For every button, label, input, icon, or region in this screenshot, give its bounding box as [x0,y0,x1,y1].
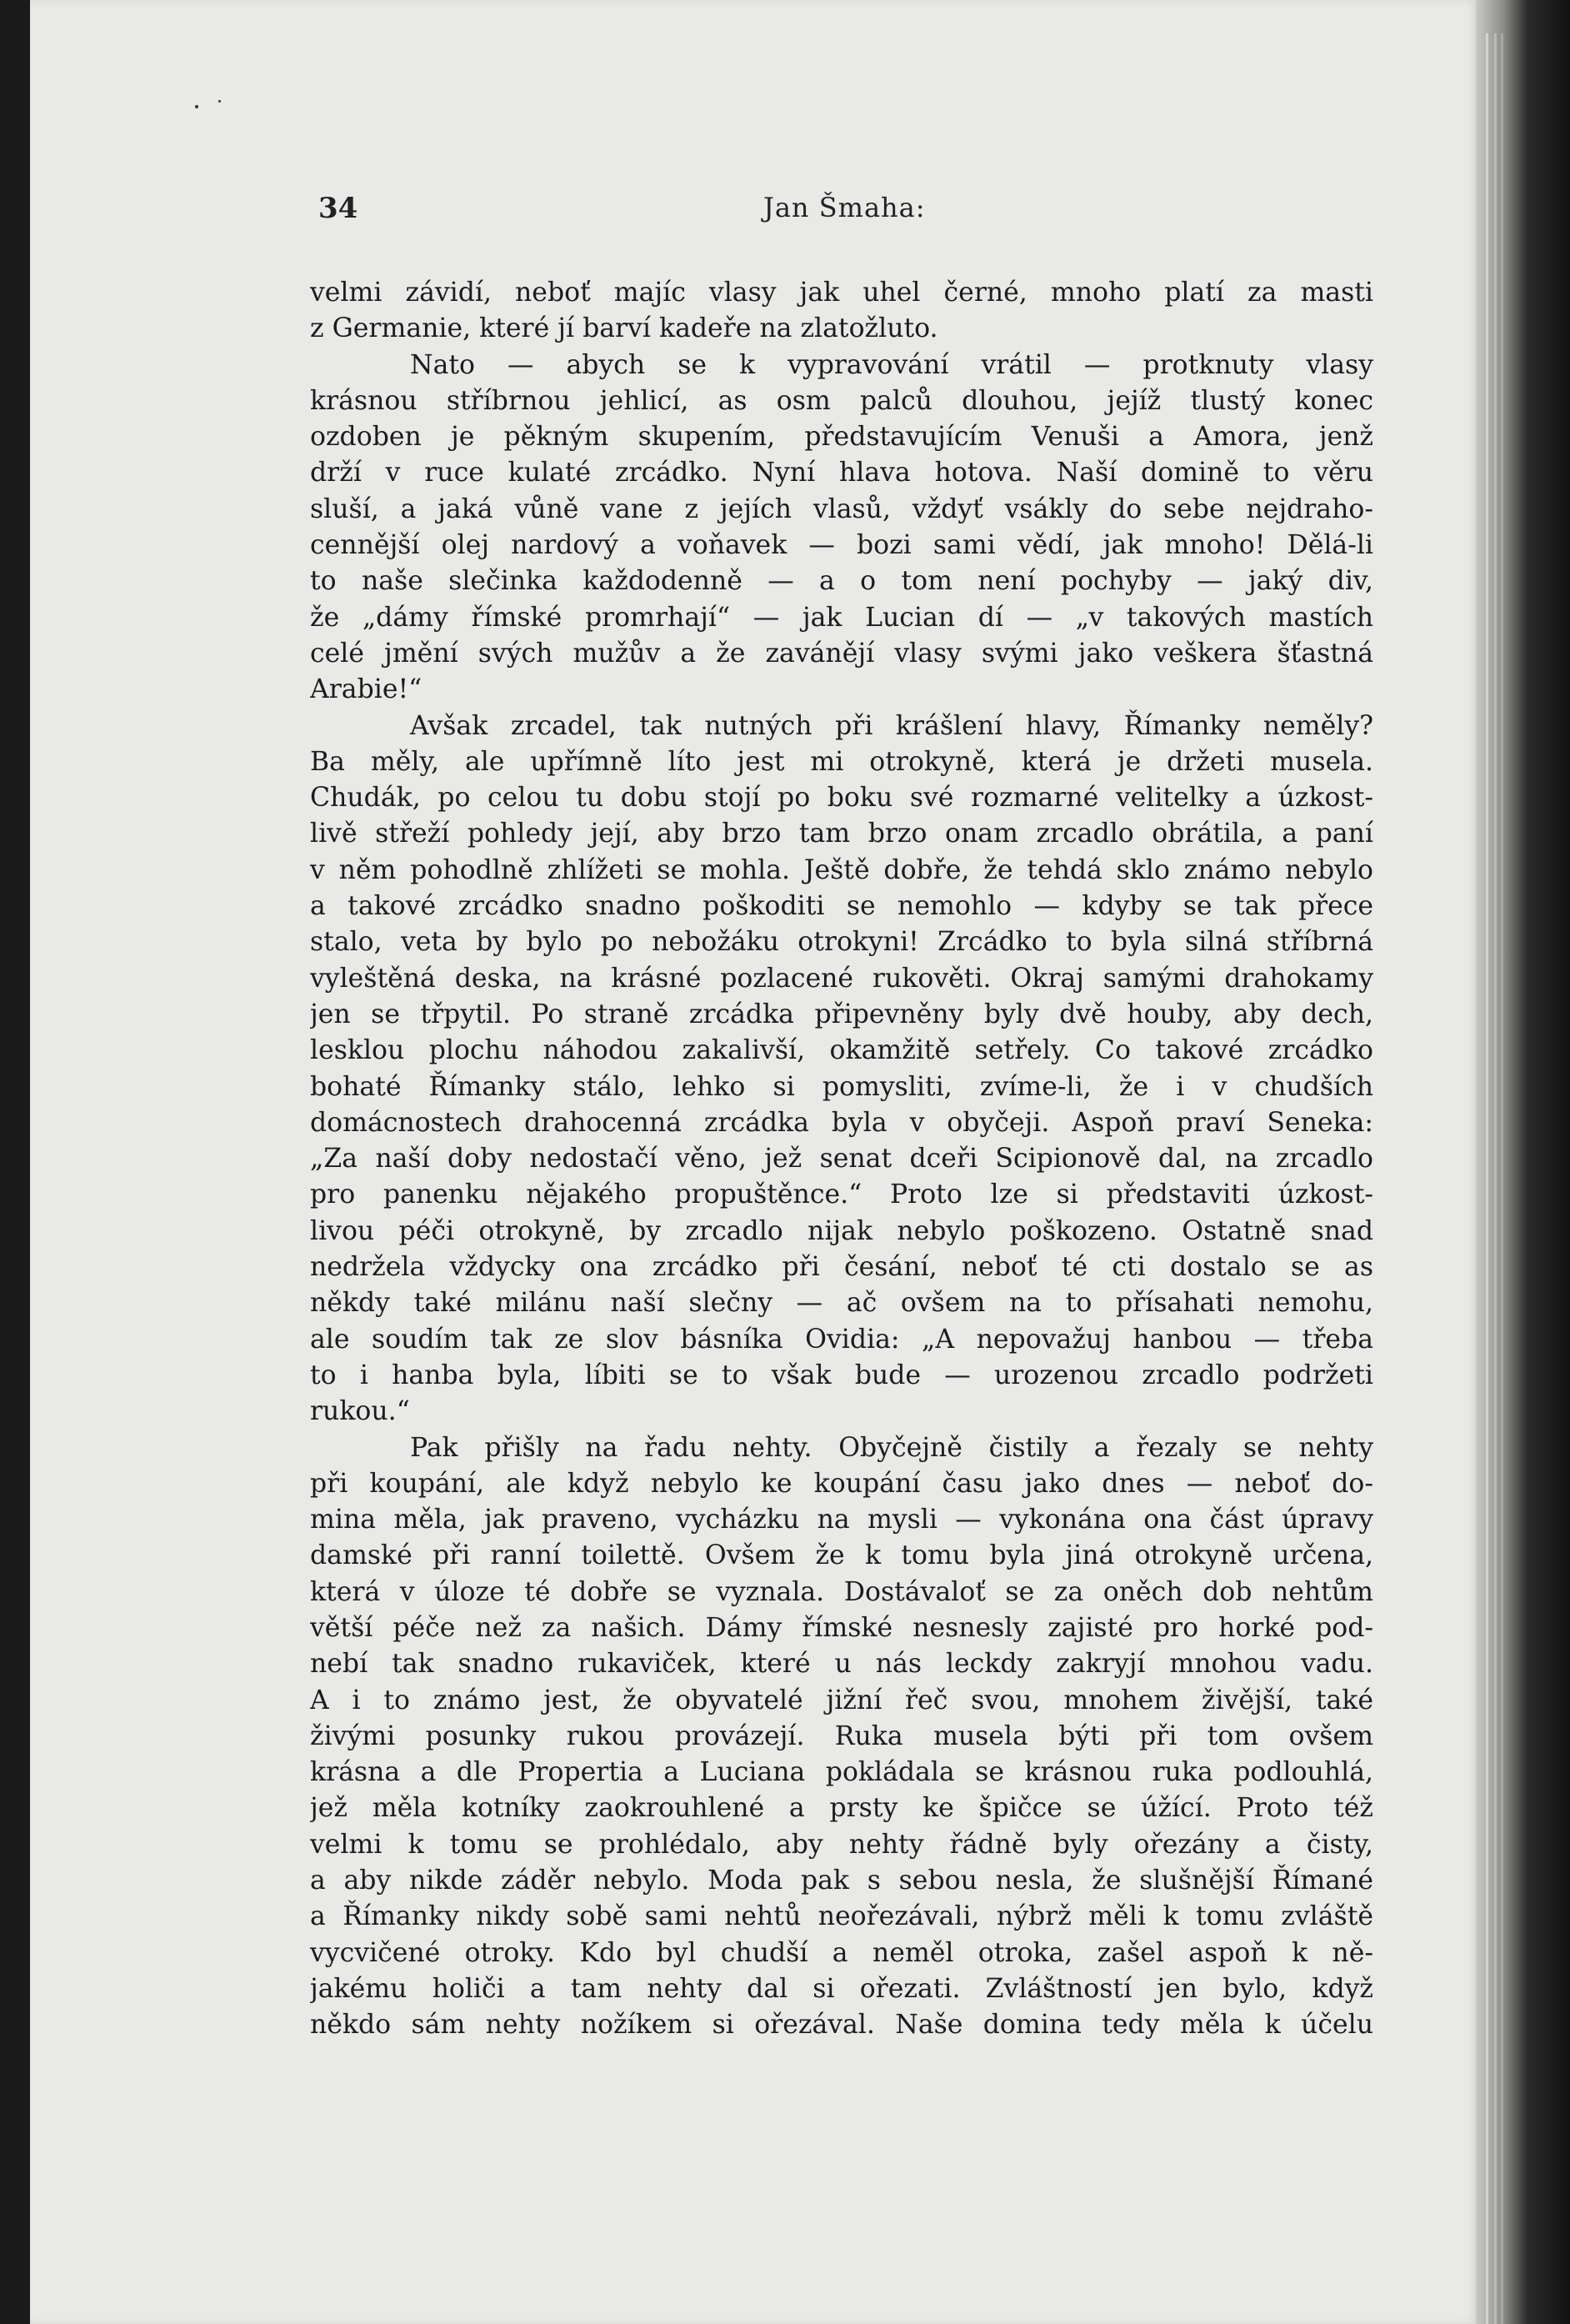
text-line: to i hanba byla, líbiti se to však bude — urozenou zrcadlo podržeti [310,1360,1373,1390]
text-line: Avšak zrcadel, tak nutných při krášlení hlavy, Římanky neměly? [410,710,1373,741]
text-line: nebí tak snadno rukaviček, které u nás leckdy zakryjí mnohou vadu. [310,1649,1373,1680]
text-line: jakému holiči a tam nehty dal si ořezati. Zvláštností jen bylo, když [310,1973,1373,2004]
text-line: krásnou stříbrnou jehlicí, as osm palců dlouhou, jejíž tlustý konec [310,385,1373,416]
edge-line [1486,33,1488,2324]
text-line: a takové zrcádko snadno poškoditi se nemohlo — kdyby se tak přece [310,891,1373,922]
text-line: nedržela vždycky ona zrcádko při česání, neboť té cti dostalo se as [310,1252,1373,1283]
text-line: bohaté Římanky stálo, lehko si pomysliti, zvíme-li, že i v chudších [310,1071,1373,1102]
text-line: „Za naší doby nedostačí věno, jež senat dceři Scipionově dal, na zrcadlo [310,1144,1373,1175]
edge-line [1494,33,1497,2324]
book-page [30,0,1476,2324]
running-head: Jan Šmaha: [763,192,926,223]
text-line: a aby nikde záděr nebylo. Moda pak s sebou nesla, že slušnější Římané [310,1866,1373,1896]
text-line: jen se třpytil. Po straně zrcádka připevněny byly dvě houby, aby dech, [310,999,1373,1029]
paper-speck [195,105,198,108]
text-line: drží v ruce kulaté zrcádko. Nyní hlava hotova. Naší domině to věru [310,458,1373,488]
page-number: 34 [318,192,358,225]
edge-line [1501,33,1503,2324]
text-line: v něm pohodlně zhlížeti se mohla. Ještě dobře, že tehdá sklo známo nebylo [310,854,1373,885]
text-line: livě střeží pohledy její, aby brzo tam brzo onam zrcadlo obrátila, a paní [310,819,1373,849]
text-line: rukou.“ [310,1396,410,1427]
text-line: ozdoben je pěkným skupením, představujícím Venuši a Amora, jenž [310,422,1373,453]
text-line: někdo sám nehty nožíkem si ořezával. Naše domina tedy měla k účelu [310,2010,1373,2041]
text-line: a Římanky nikdy sobě sami nehtů neořezávali, nýbrž měli k tomu zvláště [310,1901,1373,1932]
text-line: to naše slečinka každodenně — a o tom není pochyby — jaký div, [310,566,1373,597]
text-line: domácnostech drahocenná zrcádka byla v obyčeji. Aspoň praví Seneka: [310,1107,1373,1138]
text-line: Ba měly, ale upřímně líto jest mi otrokyně, která je držeti musela. [310,746,1373,777]
text-line: která v úloze té dobře se vyznala. Dostávaloť se za oněch dob nehtům [310,1576,1373,1607]
page-header [318,192,1373,233]
text-line: A i to známo jest, že obyvatelé jižní řeč svou, mnohem živější, také [310,1685,1373,1715]
text-line: stalo, veta by bylo po nebožáku otrokyni! Zrcádko to byla silná stříbrná [310,927,1373,958]
text-line: sluší, a jaká vůně vane z jejích vlasů, vždyť vsákly do sebe nejdraho- [310,493,1373,524]
text-line: livou péči otrokyně, by zrcadlo nijak nebylo poškozeno. Ostatně snad [310,1215,1373,1246]
text-line: velmi závidí, neboť majíc vlasy jak uhel černé, mnoho platí za masti [310,278,1373,308]
text-line: živými posunky rukou provázejí. Ruka musela býti při tom ovšem [310,1720,1373,1751]
paper-speck [218,100,221,103]
text-line: pro panenku nějakého propuštěnce.“ Proto lze si představiti úzkost- [310,1180,1373,1210]
text-line: velmi k tomu se prohlédalo, aby nehty řádně byly ořezány a čisty, [310,1829,1373,1860]
text-line: jež měla kotníky zaokrouhlené a prsty ke špičce se úžící. Proto též [310,1793,1373,1824]
text-line: z Germanie, které jí barví kadeře na zlatožluto. [310,313,938,344]
text-line: mina měla, jak praveno, vycházku na mysli — vykonána ona část úpravy [310,1505,1373,1535]
text-line: krásna a dle Propertia a Luciana pokládala se krásnou ruka podlouhlá, [310,1757,1373,1788]
text-line: při koupání, ale když nebylo ke koupání času jako dnes — neboť do- [310,1468,1373,1499]
body-text [310,275,1373,2044]
text-line: cennější olej nardový a voňavek — bozi sami vědí, jak mnoho! Dělá-li [310,530,1373,561]
text-line: vycvičené otroky. Kdo byl chudší a neměl otroka, zašel aspoň k ně- [310,1937,1373,1968]
text-line: větší péče než za našich. Dámy římské nesnesly zajisté pro horké pod- [310,1612,1373,1643]
text-line: Arabie!“ [310,674,422,705]
text-line: damské při ranní toilettě. Ovšem že k tomu byla jiná otrokyně určena, [310,1540,1373,1571]
text-line: ale soudím tak ze slov básníka Ovidia: „A nepovažuj hanbou — třeba [310,1324,1373,1355]
text-line: Chudák, po celou tu dobu stojí po boku své rozmarné velitelky a úzkost- [310,783,1373,814]
text-line: někdy také milánu naší slečny — ač ovšem na to přísahati nemohu, [310,1288,1373,1319]
text-line: Nato — abych se k vypravování vrátil — protknuty vlasy [410,349,1373,380]
text-line: celé jmění svých mužův a že zavánějí vlasy svými jako veškera šťastná [310,638,1373,669]
page-edge-shadow [1476,0,1570,2324]
text-line: že „dámy římské promrhají“ — jak Lucian dí — „v takových mastích [310,602,1373,633]
text-line: Pak přišly na řadu nehty. Obyčejně čistily a řezaly se nehty [410,1432,1373,1463]
text-line: lesklou plochu náhodou zakalivší, okamžitě setřely. Co takové zrcádko [310,1035,1373,1066]
text-line: vyleštěná deska, na krásné pozlacené rukověti. Okraj samými drahokamy [310,963,1373,994]
